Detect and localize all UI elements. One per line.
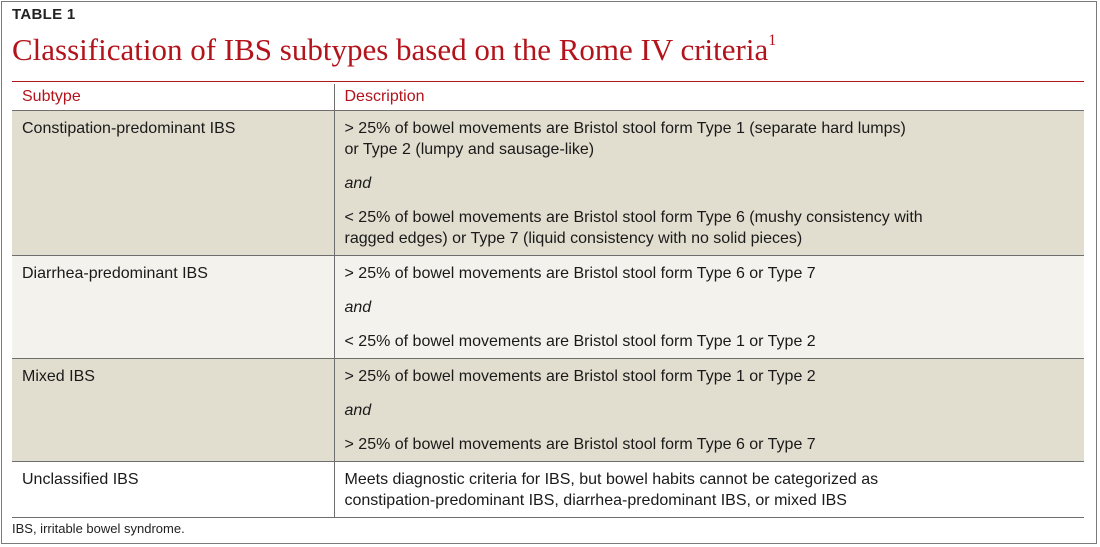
table-label: TABLE 1 <box>12 6 76 23</box>
header-subtype: Subtype <box>12 84 334 111</box>
header-description: Description <box>334 84 1084 111</box>
table-footnote: IBS, irritable bowel syndrome. <box>12 521 185 536</box>
table-row <box>12 359 1084 462</box>
title-rule <box>12 81 1084 82</box>
description-line: > 25% of bowel movements are Bristol stool form Type 6 or Type 7 <box>344 265 816 282</box>
subtype-cell: Mixed IBS <box>12 359 334 462</box>
description-cell <box>334 256 1084 359</box>
description-cell <box>334 462 1084 518</box>
description-cell <box>334 359 1084 462</box>
description-line: < 25% of bowel movements are Bristol stool form Type 6 (mushy consistency with <box>344 209 923 226</box>
title-text: Classification of IBS subtypes based on the Rome IV criteria <box>12 32 769 67</box>
table-row <box>12 111 1084 256</box>
ibs-subtype-table <box>12 84 1084 518</box>
table-row <box>12 462 1084 518</box>
subtype-cell: Diarrhea-predominant IBS <box>12 256 334 359</box>
and-connector: and <box>344 299 372 316</box>
description-line: Meets diagnostic criteria for IBS, but bowel habits cannot be categorized as <box>344 471 879 488</box>
header-row <box>12 84 1084 111</box>
subtype-cell: Unclassified IBS <box>12 462 334 518</box>
table-row <box>12 256 1084 359</box>
description-line: > 25% of bowel movements are Bristol stool form Type 6 or Type 7 <box>344 436 816 453</box>
and-connector: and <box>344 402 372 419</box>
description-cell <box>334 111 1084 256</box>
description-line: > 25% of bowel movements are Bristol stool form Type 1 or Type 2 <box>344 368 816 385</box>
table-title <box>12 32 776 68</box>
subtype-cell: Constipation-predominant IBS <box>12 111 334 256</box>
description-line: > 25% of bowel movements are Bristol stool form Type 1 (separate hard lumps) <box>344 120 906 137</box>
description-line: ragged edges) or Type 7 (liquid consistency with no solid pieces) <box>344 230 803 247</box>
description-line: < 25% of bowel movements are Bristol stool form Type 1 or Type 2 <box>344 333 816 350</box>
description-line: or Type 2 (lumpy and sausage-like) <box>344 141 595 158</box>
and-connector: and <box>344 175 372 192</box>
title-reference: 1 <box>768 31 777 49</box>
description-line: constipation-predominant IBS, diarrhea-predominant IBS, or mixed IBS <box>344 492 847 509</box>
